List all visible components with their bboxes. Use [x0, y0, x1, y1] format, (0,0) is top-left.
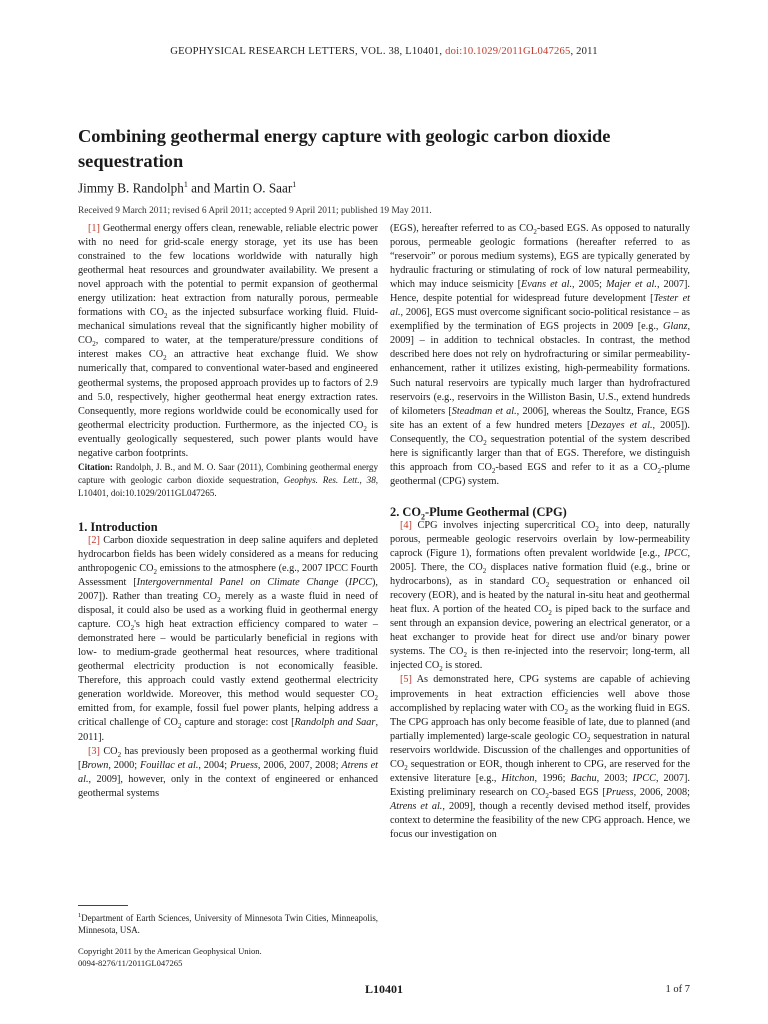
affiliation-mark-1: 1	[183, 180, 188, 189]
doi-link[interactable]: doi:10.1029/2011GL047265	[445, 46, 571, 57]
page-counter: 1 of 7	[665, 984, 690, 995]
paragraph-number[interactable]: [2]	[88, 534, 100, 546]
continued-paragraph: (EGS), hereafter referred to as $CO_2$-based EGS. As opposed to naturally porous, permeable geologic formations (hereafter referred to as “reservoir” or porous medium systems), EGS are typically generated by hydraulic fracturing or stimulating of rock of low natural permeability, which may induce seismicity [Evans et al., 2005; Majer et al., 2007]. Hence, despite potential for widespread future development [Tester et al., 2006], EGS must overcome significant socio-political resistance – as exemplified by the termination of EGS projects in 2009 [e.g., Glanz, 2009] – in addition to technical obstacles. In contrast, the method described here does not rely on hydrofracturing or similar permeability-enhancement, rather it utilizes existing, high-permeability formations. Such natural reservoirs are typically much larger than hydrofractured reservoirs (e.g., reservoirs in the Williston Basin, U.S., extend hundreds of kilometers [Steadman et al., 2006], whereas the Soultz, France, EGS site has an extent of a few hundred meters [Dezayes et al., 2005]). Consequently, the $CO_2$ sequestration potential of the system described here is significantly larger than that of EGS. Therefore, we distinguish this approach from $CO_2$-based EGS and refer to it as a $CO_2$-plume geothermal (CPG) system.	[390, 223, 691, 487]
citation-volume: 38	[366, 474, 376, 485]
paragraph-number[interactable]: [3]	[88, 745, 100, 757]
paragraph-number[interactable]: [5]	[400, 674, 412, 686]
article-title: Combining geothermal energy capture with geologic carbon dioxide sequestration	[78, 126, 611, 171]
affiliation-mark-2: 1	[292, 180, 297, 189]
cpg-paragraph-4: [4] CPG involves injecting supercritical $CO_2$ into deep, naturally porous, permeable geologic reservoirs overlain by low-permeability caprock (Figure 1), formations often prevalent worldwide [e.g., IPCC, 2005]. There, the $CO_2$ displaces native formation fluid (e.g., brine or hydrocarbons), as in standard $CO_2$ sequestration or enhanced oil recovery (EOR), and is heated by the natural in-situ heat and geothermal heat flux. A portion of the heated $CO_2$ is piped back to the surface and sent through an expansion device, powering an electrical generator, or a heat exchanger to provide heat for direct use and/or binary power systems. The $CO_2$ is then re-injected into the reservoir; long-term, all injected $CO_2$ is stored.	[390, 519, 691, 674]
copyright-notice: Copyright 2011 by the American Geophysical Union. 0094-8276/11/2011GL047265	[78, 946, 262, 968]
received-dates: Received 9 March 2011; revised 6 April 2011; accepted 9 April 2011; published 19 May 2011.	[78, 206, 432, 216]
intro-paragraph-2: [2] Carbon dioxide sequestration in deep saline aquifers and depleted hydrocarbon fields has been widely considered as a means for reducing anthropogenic $CO_2$ emissions to the atmosphere (e.g., 2007 IPCC Fourth Assessment [Intergovernmental Panel on Climate Change (IPCC), 2007]). Rather than treating $CO_2$ merely as a waste fluid in need of disposal, it could also be used as a working fluid in geothermal energy capture. $CO_2's$ high heat extraction efficiency compared to water – demonstrated here – would be particularly beneficial in regions with low- to medium-grade geothermal heat resources, where traditional geothermal electricity production is not economically feasible. Therefore, this approach could vastly extend geothermal electricity generation worldwide. Moreover, this method would sequester $CO_2$ emitted from, for example, fossil fuel power plants, helping address a critical challenge of $CO_2$ capture and storage: cost [Randolph and Saar, 2011].	[78, 534, 379, 743]
citation-label: Citation:	[78, 461, 113, 472]
article-id-footer: L10401	[364, 982, 403, 996]
intro-paragraph-3: [3] $CO_2$ has previously been proposed as a geothermal working fluid [Brown, 2000; Fouillac et al., 2004; Pruess, 2006, 2007, 2008; Atrens et al., 2009], however, only in the context of engineered or enhanced geothermal systems	[78, 745, 379, 799]
section-heading-cpg: 2. $CO_2$-Plume Geothermal (CPG)	[390, 504, 567, 522]
section-heading-introduction: 1. Introduction	[78, 519, 158, 534]
header-year: , 2011	[570, 46, 598, 57]
cpg-paragraph-5: [5] As demonstrated here, CPG systems are capable of achieving improvements in heat extraction efficiencies well above those accomplished by replacing water with $CO_2$ as the working fluid in EGS. The CPG approach has only become feasible of late, due to planned (and partially implemented) large-scale geologic $CO_2$ sequestration in natural reservoirs worldwide. Discussion of the challenges and opportunities of $CO_2$ sequestration or EOR, though inherent to CPG, are reserved for the extensive literature [e.g., Hitchon, 1996; Bachu, 2003; IPCC, 2007]. Existing preliminary research on $CO_2$-based EGS [Pruess, 2006, 2008; Atrens et al., 2009], though a recently devised method itself, provides context to determine the feasibility of the new CPG approach. Hence, we focus our investigation on	[390, 674, 691, 840]
author-line	[78, 180, 296, 196]
footnote-divider	[78, 905, 128, 906]
affiliation-footnote: $^1$Department of Earth Sciences, University of Minnesota Twin Cities, Minneapolis, Minnesota, USA.	[78, 912, 378, 936]
citation-block: Citation: Randolph, J. B., and M. O. Saar (2011), Combining geothermal energy capture with geologic carbon dioxide sequestration, Geophys. Res. Lett., 38, L10401, doi:10.1029/2011GL047265.	[78, 461, 379, 498]
paragraph-number[interactable]: [1]	[88, 223, 100, 234]
citation-journal: Geophys. Res. Lett.	[283, 474, 360, 485]
abstract-paragraph: [1] Geothermal energy offers clean, renewable, reliable electric power with no need for grid-scale energy storage, yet its use has been constrained to the few locations worldwide with naturally high geothermal heat resources and groundwater availability. We present a novel approach with the potential to permit expansion of geothermal energy utilization: heat extraction from naturally porous, permeable formations with $CO_2$ as the injected subsurface working fluid. Fluid-mechanical simulations reveal that the significantly higher mobility of $CO_2$, compared to water, at the temperature/pressure conditions of interest makes $CO_2$ an attractive heat exchange fluid. We show numerically that, compared to conventional water-based and engineered geothermal systems, the proposed approach provides up to factors of 2.9 and 5.0, respectively, higher geothermal heat energy extraction rates. Consequently, more regions worldwide could be economically used for geothermal electricity production. Furthermore, as the injected $CO_2$ is eventually geologically sequestered, such power plants would have negative carbon footprints.	[78, 223, 379, 459]
right-column	[390, 222, 690, 842]
author-conjunction: and	[187, 180, 214, 196]
running-header	[0, 46, 768, 57]
author-1: Jimmy B. Randolph	[78, 180, 184, 196]
left-column	[78, 222, 378, 801]
author-2: Martin O. Saar	[213, 180, 293, 196]
journal-line: GEOPHYSICAL RESEARCH LETTERS, VOL. 38, L10401,	[170, 46, 443, 57]
footnote-mark: 1	[78, 912, 82, 919]
paragraph-number[interactable]: [4]	[400, 519, 412, 531]
